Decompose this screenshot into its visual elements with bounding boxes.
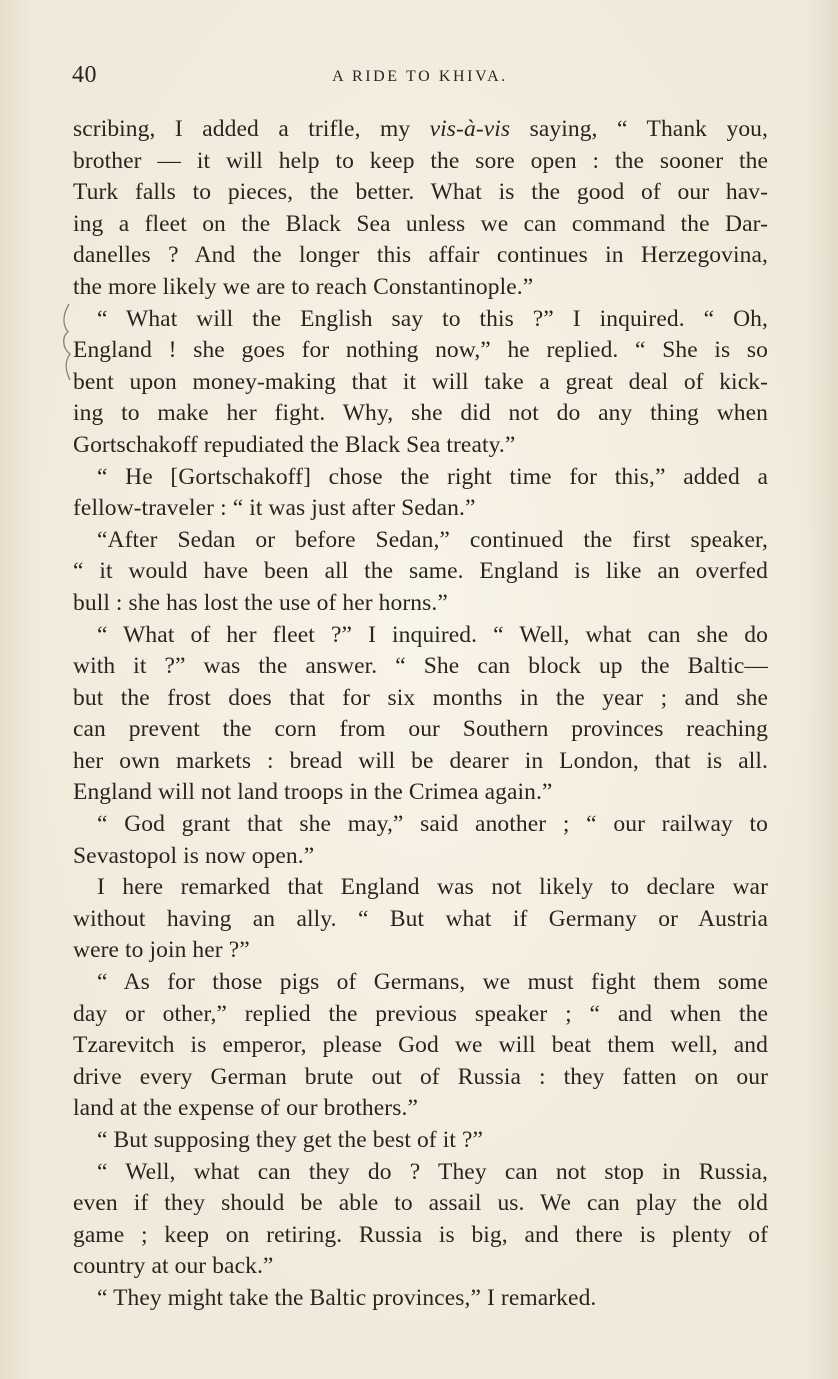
text-line: Turk falls to pieces, the better. What is the good of our hav- [73, 179, 768, 206]
text-line: can prevent the corn from our Southern provinces reaching [73, 716, 768, 743]
text-line: “ it would have been all the same. England is like an overfed [73, 558, 768, 585]
text-line: Sevastopol is now open.” [73, 842, 315, 869]
text-line: “ What of her fleet ?” I inquired. “ Well, what can she do [97, 621, 768, 648]
italic-phrase: vis-à-vis [429, 116, 511, 142]
text-line: brother — it will help to keep the sore open : the sooner the [73, 147, 768, 174]
text-line: land at the expense of our brothers.” [73, 1095, 418, 1122]
text-line: ing to make her fight. Why, she did not do any thing when [73, 400, 768, 427]
text-line: scribing, I added a trifle, my vis-à-vis saying, “ Thank you, [73, 116, 768, 142]
text-line: ing a fleet on the Black Sea unless we can command the Dar- [73, 210, 768, 237]
text-line: “ As for those pigs of Germans, we must fight them some [97, 969, 768, 996]
text-line: I here remarked that England was not likely to declare war [97, 874, 768, 901]
running-title: A RIDE TO KHIVA. [332, 68, 508, 85]
text-line: England ! she goes for nothing now,” he replied. “ She is so [73, 337, 768, 364]
text-line: were to join her ?” [73, 937, 250, 964]
text-line: day or other,” replied the previous speaker ; “ and when the [73, 1000, 768, 1027]
text-line: country at our back.” [73, 1253, 274, 1280]
text-line: Tzarevitch is emperor, please God we will beat them well, and [73, 1032, 768, 1059]
body-text [73, 114, 768, 1315]
text-line: “ Well, what can they do ? They can not stop in Russia, [97, 1158, 768, 1185]
page-number: 40 [72, 62, 97, 88]
text-line: without having an ally. “ But what if Germany or Austria [73, 905, 768, 932]
text-line: “ What will the English say to this ?” I inquired. “ Oh, [97, 305, 768, 332]
text-line: bull : she has lost the use of her horns.” [73, 589, 448, 616]
text-line: her own markets : bread will be dearer in London, that is all. [73, 747, 768, 774]
margin-bracket-mark [58, 302, 74, 382]
running-head [72, 62, 768, 98]
text-line: drive every German brute out of Russia : they fatten on our [73, 1063, 768, 1090]
text-line: “ He [Gortschakoff] chose the right time for this,” added a [97, 463, 768, 490]
text-line: with it ?” was the answer. “ She can block up the Baltic— [73, 653, 768, 680]
text-line: but the frost does that for six months in the year ; and she [73, 684, 768, 711]
text-line: game ; keep on retiring. Russia is big, and there is plenty of [73, 1221, 768, 1248]
text-line: “ But supposing they get the best of it ?” [97, 1127, 484, 1153]
text-line: danelles ? And the longer this affair continues in Herzegovina, [73, 242, 768, 269]
text-line: Gortschakoff repudiated the Black Sea treaty.” [73, 431, 516, 458]
text-line: fellow-traveler : “ it was just after Sedan.” [73, 495, 476, 522]
text-line: bent upon money-making that it will take a great deal of kick- [73, 368, 768, 395]
text-line: even if they should be able to assail us. We can play the old [73, 1190, 768, 1217]
text-line: England will not land troops in the Crimea again.” [73, 779, 553, 806]
text-line: “After Sedan or before Sedan,” continued the first speaker, [97, 526, 768, 553]
text-line: “ God grant that she may,” said another ; “ our railway to [97, 811, 768, 838]
text-line: “ They might take the Baltic provinces,” I remarked. [97, 1284, 597, 1311]
text-line: the more likely we are to reach Constantinople.” [73, 273, 534, 300]
